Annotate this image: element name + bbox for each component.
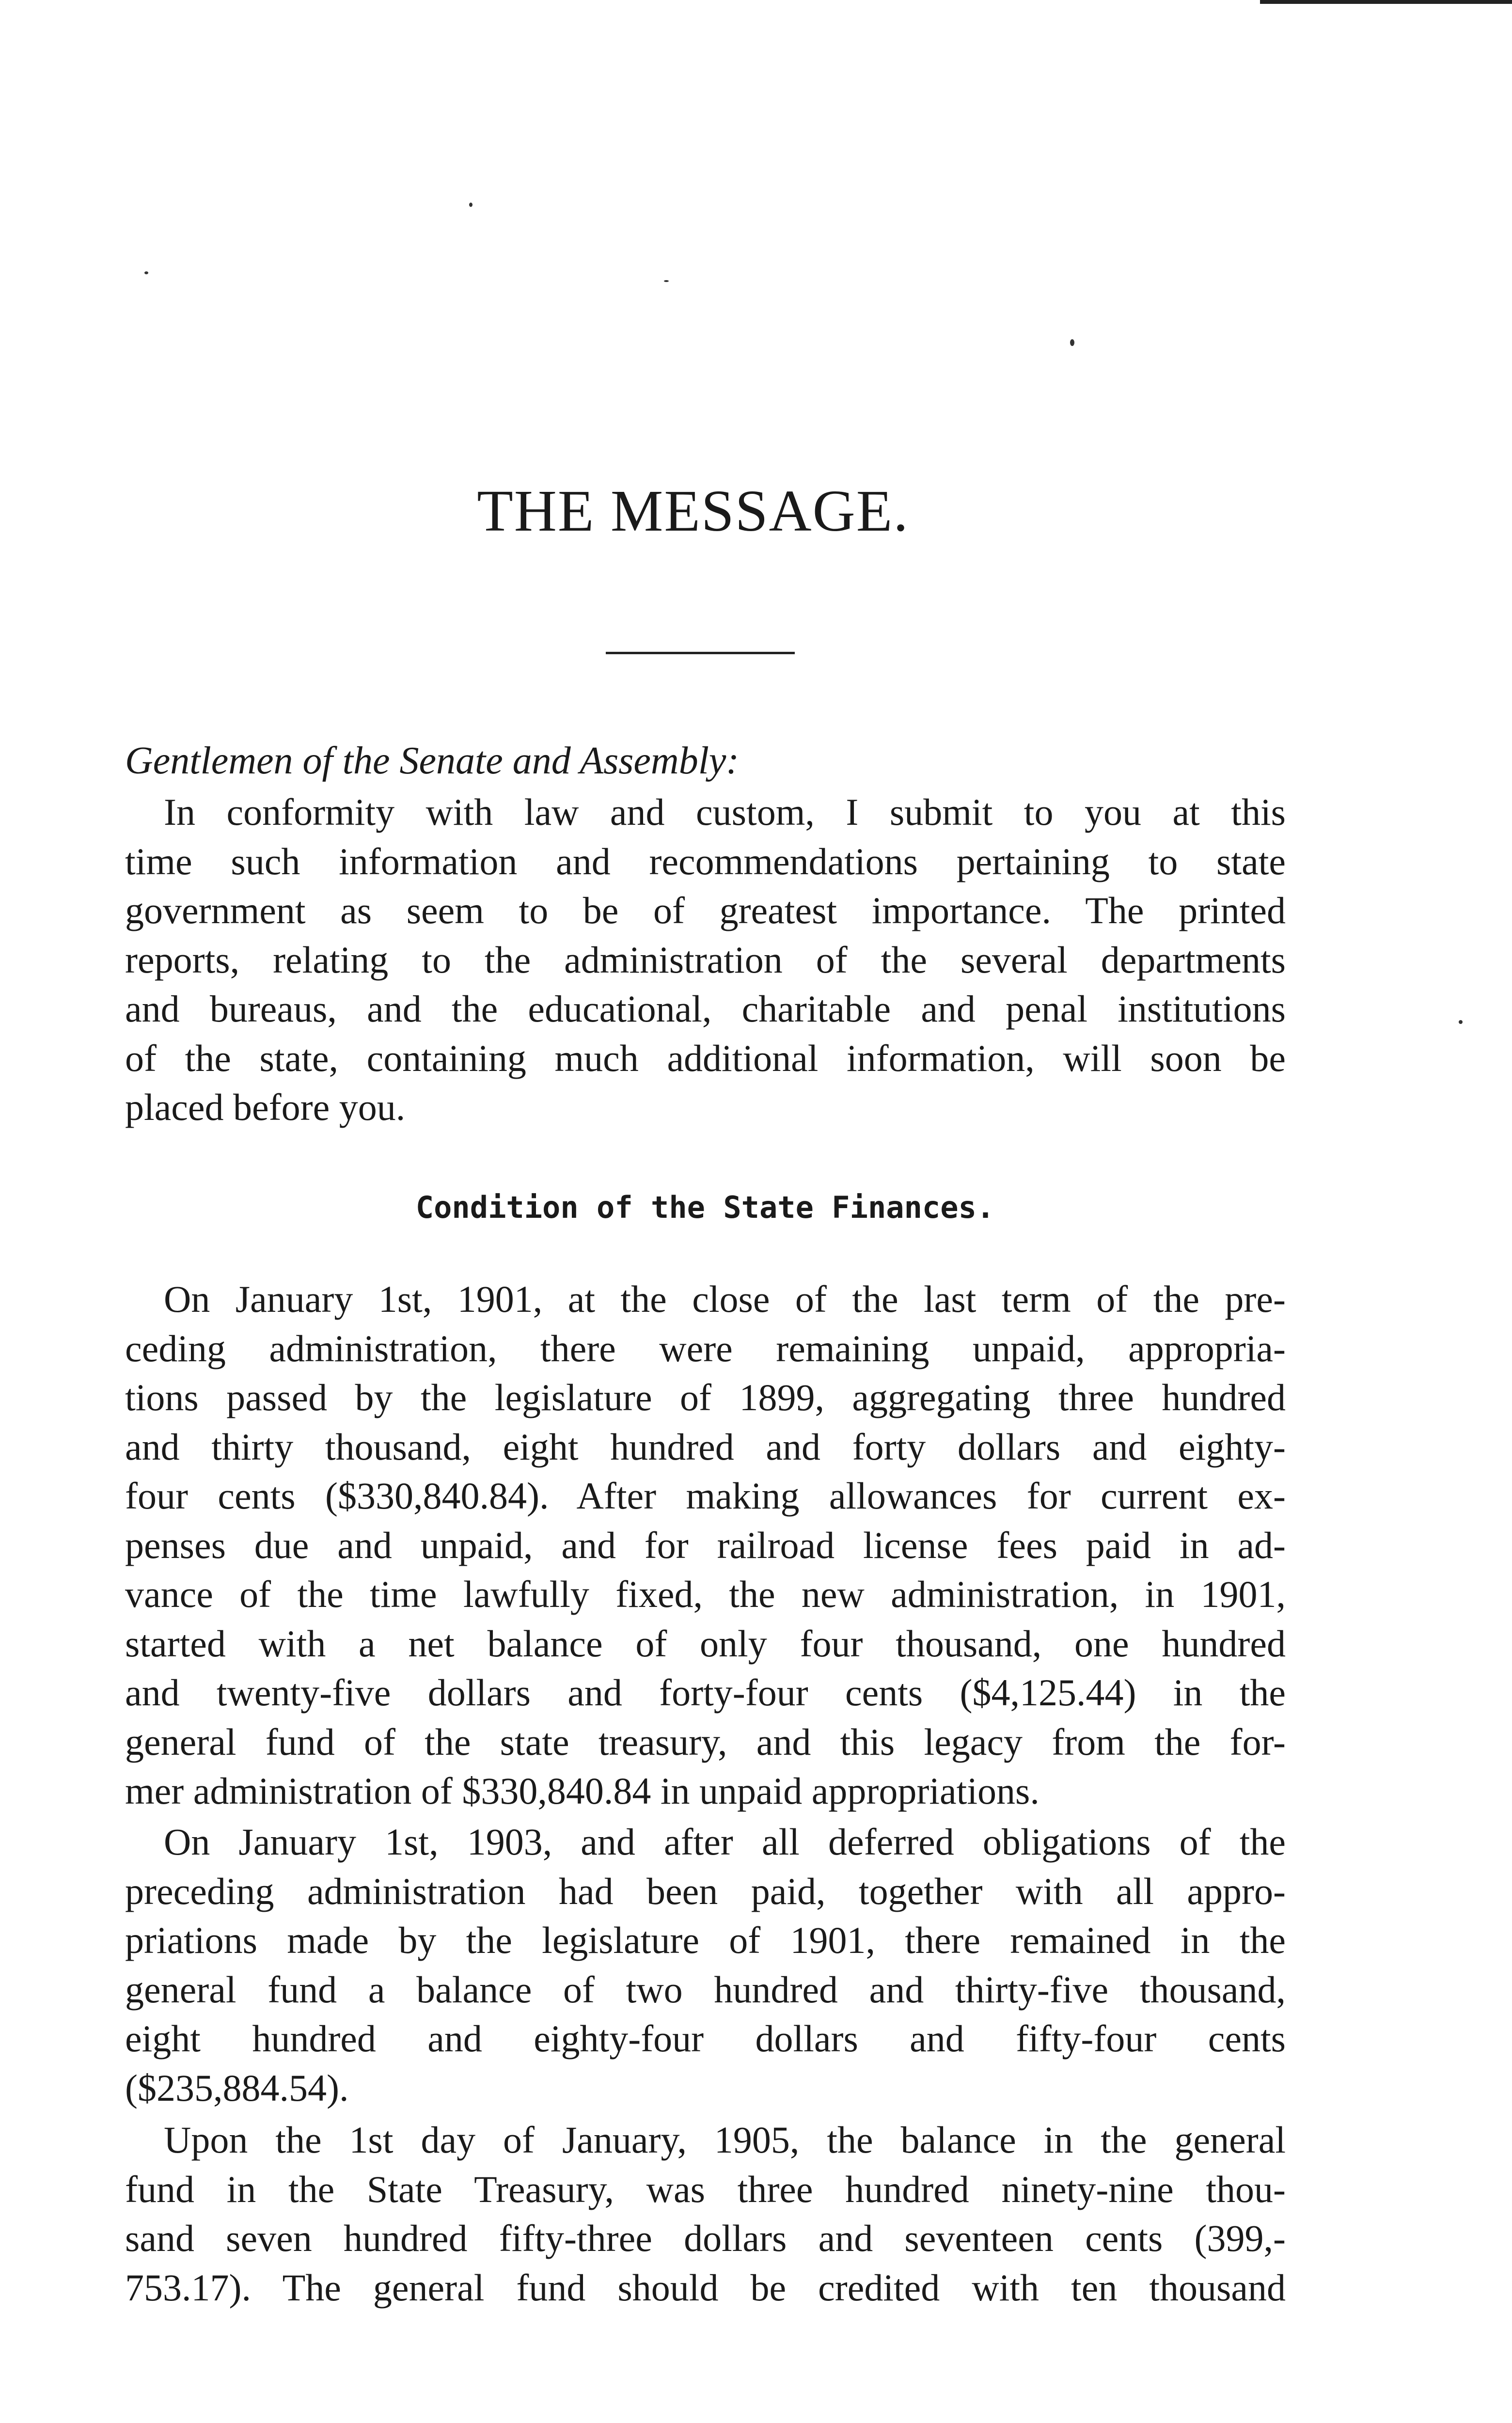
finances-paragraph-2 (125, 1817, 1286, 2112)
text-line: Upon the 1st day of January, 1905, the balance in the general (164, 2119, 1286, 2161)
finances-paragraph-3 (125, 2115, 1286, 2312)
text-line: On January 1st, 1903, and after all deferred obligations of the (164, 1821, 1286, 1863)
text-line: placed before you. (125, 1086, 406, 1128)
intro-paragraph (125, 787, 1286, 1132)
text-line: general fund a balance of two hundred and thirty-five thousand, (125, 1968, 1286, 2011)
text-line: tions passed by the legislature of 1899, aggregating three hundred (125, 1376, 1286, 1418)
print-speck (1459, 1020, 1463, 1024)
text-line: ceding administration, there were remaining unpaid, appropria- (125, 1327, 1286, 1369)
text-line: fund in the State Treasury, was three hundred ninety-nine thou- (125, 2168, 1286, 2210)
print-speck (1070, 339, 1074, 346)
text-line: priations made by the legislature of 1901, there remained in the (125, 1919, 1286, 1961)
text-line: In conformity with law and custom, I submit to you at this (164, 791, 1286, 833)
text-line: vance of the time lawfully fixed, the new administration, in 1901, (125, 1573, 1286, 1615)
print-speck (469, 203, 472, 207)
print-speck (664, 280, 669, 282)
text-line: sand seven hundred fifty-three dollars and seventeen cents (399,- (125, 2217, 1286, 2259)
text-line: started with a net balance of only four thousand, one hundred (125, 1622, 1286, 1665)
print-speck (144, 271, 148, 274)
text-line: On January 1st, 1901, at the close of the last term of the pre- (164, 1278, 1286, 1320)
text-line: and thirty thousand, eight hundred and forty dollars and eighty- (125, 1425, 1286, 1468)
text-line: penses due and unpaid, and for railroad license fees paid in ad- (125, 1524, 1286, 1566)
text-line: preceding administration had been paid, together with all appro- (125, 1870, 1286, 1912)
page-title: THE MESSAGE. (477, 478, 909, 544)
section-heading: Condition of the State Finances. (415, 1190, 995, 1225)
text-line: general fund of the state treasury, and this legacy from the for- (125, 1720, 1286, 1763)
salutation: Gentlemen of the Senate and Assembly: (125, 739, 740, 782)
text-line: of the state, containing much additional information, will soon be (125, 1037, 1286, 1079)
finances-paragraph-1 (125, 1274, 1286, 1816)
text-line: eight hundred and eighty-four dollars and fifty-four cents (125, 2017, 1286, 2060)
title-divider (606, 652, 795, 654)
text-line: 753.17). The general fund should be credited with ten thousand (125, 2266, 1286, 2309)
text-line: mer administration of $330,840.84 in unpaid appropriations. (125, 1770, 1040, 1812)
text-line: time such information and recommendations pertaining to state (125, 840, 1286, 882)
top-edge-rule (1260, 0, 1512, 4)
text-line: four cents ($330,840.84). After making allowances for current ex- (125, 1475, 1286, 1517)
text-line: and twenty-five dollars and forty-four cents ($4,125.44) in the (125, 1671, 1286, 1714)
text-line: government as seem to be of greatest importance. The printed (125, 889, 1286, 931)
text-line: ($235,884.54). (125, 2066, 349, 2109)
text-line: reports, relating to the administration of the several departments (125, 938, 1286, 981)
text-line: and bureaus, and the educational, charitable and penal institutions (125, 988, 1286, 1030)
